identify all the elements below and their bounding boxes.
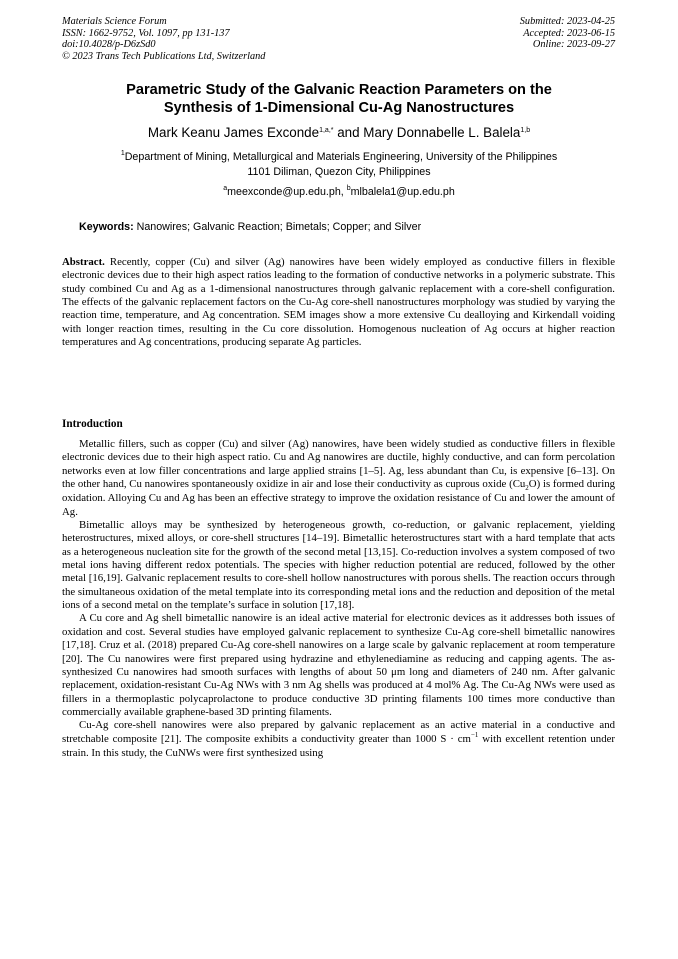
unit-exponent: −1 [470, 730, 479, 739]
intro-p1-text-a: Metallic fillers, such as copper (Cu) and silver (Ag) nanowires, have been widely studied as conductive fillers in flexible electronic devices due to their high aspect ratio. Cu and Ag nanowires are ductile, highly conductive, and can form percolation networks even at low filler concentrations and large applied strains [1–5]. Ag, less abundant than Cu, is expensive [6–13]. On the other hand, Cu nanowires spontaneously oxidize in air and lose their conductivity as cuprous oxide ( [62, 438, 615, 491]
section-heading-introduction: Introduction [62, 418, 123, 430]
author-emails [62, 186, 616, 200]
author-1-affil: 1,a,* [319, 127, 334, 134]
intro-p4-text-b: with excellent retention under strain. In this study, the CuNWs were first synthesized using [62, 732, 615, 759]
chemical-formula [512, 478, 537, 493]
dates-header [520, 16, 615, 51]
keywords [79, 221, 421, 234]
intro-paragraph-3: A Cu core and Ag shell bimetallic nanowire is an ideal active material for electronic devices as it addresses both issues of oxidation and cost. Several studies have employed galvanic replacement to synthesize Cu-Ag core-shell bimetallic nanowires [17,18]. Cruz et al. (2018) prepared Cu-Ag core-shell nanowires on a large scale by galvanic replacement at room temperature [20]. The Cu nanowires were first prepared using hydrazine and ethylenediamine as reducing and capping agents. The as-synthesized Cu nanowires had smooth surfaces with lengths of about 50 μm long and diameters of 240 nm. After galvanic replacement, oxidation-resistant Cu-Ag NWs with 3 nm Ag shells was produced at 4 mol% Ag. The Cu-Ag NWs were used as fillers in a thermoplastic polycaprolactone to produce conductive 3D printing filaments 100 times more conductive than commercially available graphene-based 3D printing filaments. [62, 612, 615, 718]
email-a: meexconde@up.edu.ph, [227, 186, 347, 198]
abstract-label: Abstract. [62, 256, 105, 268]
accepted-date: Accepted: 2023-06-15 [523, 27, 615, 39]
affiliation-line-2: 1101 Diliman, Quezon City, Philippines [247, 165, 431, 178]
intro-p4-text-a: Cu-Ag core-shell nanowires were also prepared by galvanic replacement as an active material in a conductive and stretchable composite [21]. The composite exhibits a conductivity greater than 1000 [62, 719, 615, 745]
journal-name: Materials Science Forum [62, 16, 167, 27]
email-b-marker: b [346, 185, 351, 192]
formula-element-end: O [528, 478, 537, 491]
affiliation-line-1: Department of Mining, Metallurgical and Materials Engineering, University of the Philippines [124, 151, 558, 163]
introduction-body [62, 438, 615, 760]
formula-element: Cu [512, 478, 526, 491]
abstract [62, 256, 615, 349]
email-a-marker: a [223, 185, 228, 192]
formula-subscript: 2 [525, 484, 529, 493]
keywords-text: Nanowires; Galvanic Reaction; Bimetals; Copper; and Silver [133, 221, 422, 233]
intro-paragraph-4 [62, 719, 615, 760]
journal-header [62, 16, 265, 62]
author-1: Mark Keanu James Exconde [147, 125, 320, 140]
keywords-label: Keywords: [79, 221, 134, 233]
paper-title [62, 81, 616, 117]
journal-copyright: © 2023 Trans Tech Publications Ltd, Switzerland [62, 50, 266, 62]
intro-p1-text-b: ) is formed during oxidation. Alloying Cu and Ag has been an effective strategy to improve the oxidation resistance of Cu and lower the amount of Ag. [62, 478, 615, 518]
title-line-2: Synthesis of 1-Dimensional Cu-Ag Nanostructures [163, 100, 515, 116]
author-2-affil: 1,b [520, 127, 531, 134]
title-line-1: Parametric Study of the Galvanic Reaction Parameters on the [126, 82, 552, 98]
email-b: mlbalela1@up.edu.ph [350, 186, 455, 198]
abstract-text: Recently, copper (Cu) and silver (Ag) nanowires have been widely employed as conductive fillers in flexible electronic devices due to their high aspect ratios leading to the formation of conductive networks in a polymeric substrate. This study combined Cu and Ag as a 1-dimensional nanostructures through galvanic replacement with a core-shell configuration. The effects of the galvanic replacement factors on the Cu-Ag core-shell nanostructures morphology was studied by varying the reaction time, temperature, and Ag concentration. SEM images show a more extensive Cu dealloying and Kirkendall voiding with longer reaction times, resulting in the Cu core dissolution. Homogenous nucleation of Ag occurs at higher reaction temperatures and Ag concentrations, producing separate Ag particles. [62, 256, 615, 349]
online-date: Online: 2023-09-27 [532, 39, 615, 50]
affiliation [62, 151, 616, 179]
authors-line [62, 124, 616, 144]
intro-paragraph-2: Bimetallic alloys may be synthesized by heterogeneous growth, co-reduction, or galvanic replacement, yielding heterostructures, mixed alloys, or core-shell structures [14–19]. Bimetallic heterostructures start with a hard template that acts as a heterogeneous nucleation site for the growth of the second metal [13,15]. Co-reduction involves a system composed of two metal ions having different redox potentials. The species with higher reduction potential are reduced, followed by the other metal [16,19]. Galvanic replacement results to core-shell hollow nanostructures with porous shells. The reaction occurs through the simultaneous oxidation of the metal template into its corresponding metal ions and the reduction and deposition of the metal ions of a second metal on the template’s surface in solution [17,18]. [62, 519, 615, 612]
author-conjunction: and [333, 125, 364, 140]
journal-doi: doi:10.4028/p-D6zSd0 [62, 39, 156, 50]
submitted-date: Submitted: 2023-04-25 [519, 16, 615, 27]
intro-paragraph-1 [62, 438, 615, 519]
affiliation-marker: 1 [120, 150, 125, 157]
unit-text: S · cm [440, 732, 471, 745]
author-2: Mary Donnabelle L. Balela [363, 125, 521, 140]
journal-issn: ISSN: 1662-9752, Vol. 1097, pp 131-137 [62, 27, 230, 39]
